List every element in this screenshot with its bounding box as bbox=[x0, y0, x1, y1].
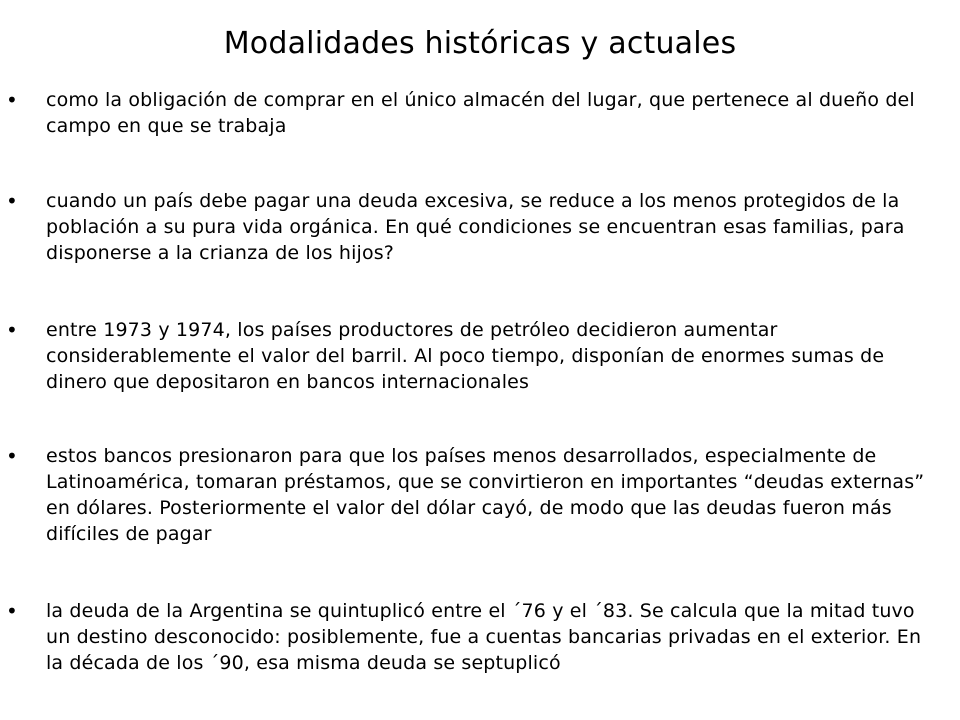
bullet-text: como la obligación de comprar en el único almacén del lugar, que pertenece al dueño del campo en que se trabaja bbox=[46, 89, 915, 137]
bullet-marker: • bbox=[6, 88, 18, 112]
bullet-marker: • bbox=[6, 189, 18, 213]
bullet-marker: • bbox=[6, 318, 18, 342]
bullet-marker: • bbox=[6, 599, 18, 623]
bullet-text: estos bancos presionaron para que los países menos desarrollados, especialmente de Latinoamérica, tomaran préstamos, que se convirtieron en importantes “deudas externas” en dólares. Posteriormente el valor del dólar cayó, de modo que las deudas fueron más difíciles de pagar bbox=[46, 445, 925, 545]
bullet-text: la deuda de la Argentina se quintuplicó entre el ´76 y el ´83. Se calcula que la mitad tuvo un destino desconocido: posiblemente, fue a cuentas bancarias privadas en el exterior. En la década de los ´90, esa misma deuda se septuplicó bbox=[46, 600, 922, 674]
bullet-marker: • bbox=[6, 444, 18, 468]
bullet-text: cuando un país debe pagar una deuda excesiva, se reduce a los menos protegidos de la población a su pura vida orgánica. En qué condiciones se encuentran esas familias, para disponerse a la crianza de los hijos? bbox=[46, 190, 905, 264]
slide-title: Modalidades históricas y actuales bbox=[223, 26, 737, 61]
bullet-text: entre 1973 y 1974, los países productores de petróleo decidieron aumentar considerablemente el valor del barril. Al poco tiempo, disponían de enormes sumas de dinero que depositaron en bancos internacionales bbox=[46, 319, 885, 393]
